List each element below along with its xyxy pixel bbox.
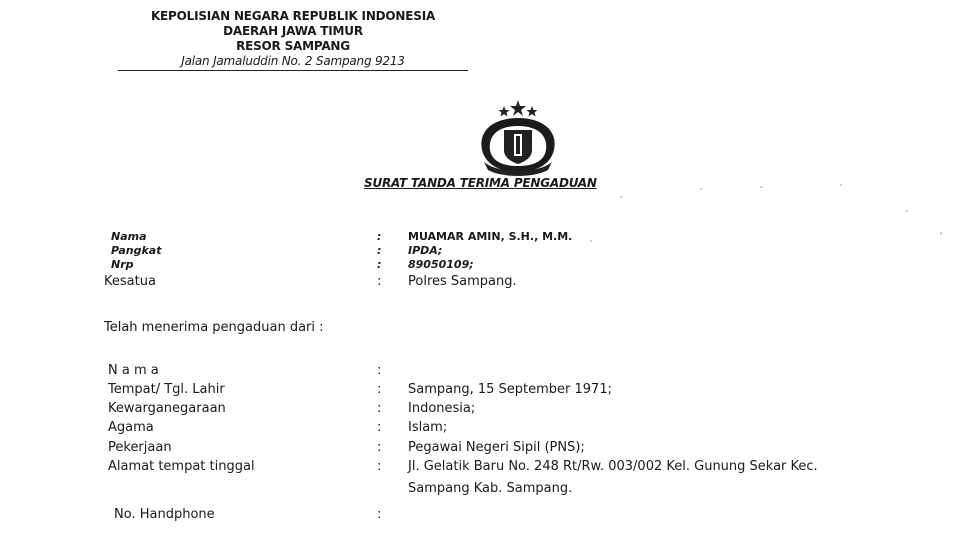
scan-speck bbox=[940, 232, 942, 235]
complainant-agama-label: Agama bbox=[108, 420, 154, 435]
complainant-ttl-value: Sampang, 15 September 1971; bbox=[408, 382, 612, 397]
officer-nama-value: MUAMAR AMIN, S.H., M.M. bbox=[408, 230, 573, 243]
police-emblem-icon bbox=[464, 100, 572, 180]
colon: : bbox=[377, 507, 382, 522]
complainant-warga-value: Indonesia; bbox=[408, 401, 476, 416]
colon: : bbox=[377, 258, 382, 271]
colon: : bbox=[377, 363, 382, 378]
complainant-row-hp bbox=[0, 507, 960, 523]
letterhead-address: Jalan Jamaluddin No. 2 Sampang 9213 bbox=[118, 54, 468, 71]
complainant-row-alamat bbox=[0, 459, 960, 475]
officer-row-kesatuan bbox=[0, 274, 960, 290]
officer-kesatuan-label: Kesatua bbox=[104, 274, 156, 289]
received-statement: Telah menerima pengaduan dari : bbox=[104, 320, 324, 335]
complainant-row-kerja bbox=[0, 440, 960, 456]
complainant-nama-label: N a m a bbox=[108, 363, 159, 378]
colon: : bbox=[377, 459, 382, 474]
colon: : bbox=[377, 230, 382, 243]
colon: : bbox=[377, 401, 382, 416]
complainant-row-ttl bbox=[0, 382, 960, 398]
document-title: SURAT TANDA TERIMA PENGADUAN bbox=[364, 176, 597, 190]
officer-nrp-label: Nrp bbox=[111, 258, 134, 271]
officer-row-nrp bbox=[0, 258, 960, 274]
colon: : bbox=[377, 274, 382, 289]
scan-speck bbox=[905, 210, 908, 212]
officer-pangkat-value: IPDA; bbox=[408, 244, 443, 257]
scan-speck bbox=[620, 196, 623, 198]
colon: : bbox=[377, 440, 382, 455]
letterhead-line-1: KEPOLISIAN NEGARA REPUBLIK INDONESIA bbox=[150, 9, 436, 23]
scan-speck bbox=[760, 186, 763, 188]
scan-speck bbox=[700, 188, 702, 190]
complainant-alamat-label: Alamat tempat tinggal bbox=[108, 459, 255, 474]
complainant-alamat-value-line-2: Sampang Kab. Sampang. bbox=[408, 481, 573, 496]
complainant-row-nama bbox=[0, 363, 960, 379]
officer-nrp-value: 89050109; bbox=[408, 258, 474, 271]
complainant-row-alamat-cont bbox=[0, 481, 960, 497]
scan-speck bbox=[590, 240, 592, 242]
letterhead-line-3: RESOR SAMPANG bbox=[236, 39, 350, 53]
complainant-kerja-value: Pegawai Negeri Sipil (PNS); bbox=[408, 440, 585, 455]
complainant-alamat-value-line-1: Jl. Gelatik Baru No. 248 Rt/Rw. 003/002 Kel. Gunung Sekar Kec. bbox=[408, 459, 818, 474]
officer-pangkat-label: Pangkat bbox=[111, 244, 162, 257]
colon: : bbox=[377, 382, 382, 397]
scan-speck bbox=[840, 184, 842, 186]
complainant-ttl-label: Tempat/ Tgl. Lahir bbox=[108, 382, 225, 397]
complainant-hp-label: No. Handphone bbox=[114, 507, 215, 522]
complainant-kerja-label: Pekerjaan bbox=[108, 440, 172, 455]
letterhead-line-2: DAERAH JAWA TIMUR bbox=[223, 24, 363, 38]
complainant-agama-value: Islam; bbox=[408, 420, 448, 435]
colon: : bbox=[377, 420, 382, 435]
colon: : bbox=[377, 244, 382, 257]
letterhead bbox=[118, 9, 468, 71]
complainant-warga-label: Kewarganegaraan bbox=[108, 401, 226, 416]
officer-kesatuan-value: Polres Sampang. bbox=[408, 274, 517, 289]
officer-nama-label: Nama bbox=[111, 230, 147, 243]
complainant-row-warga bbox=[0, 401, 960, 417]
complainant-row-agama bbox=[0, 420, 960, 436]
